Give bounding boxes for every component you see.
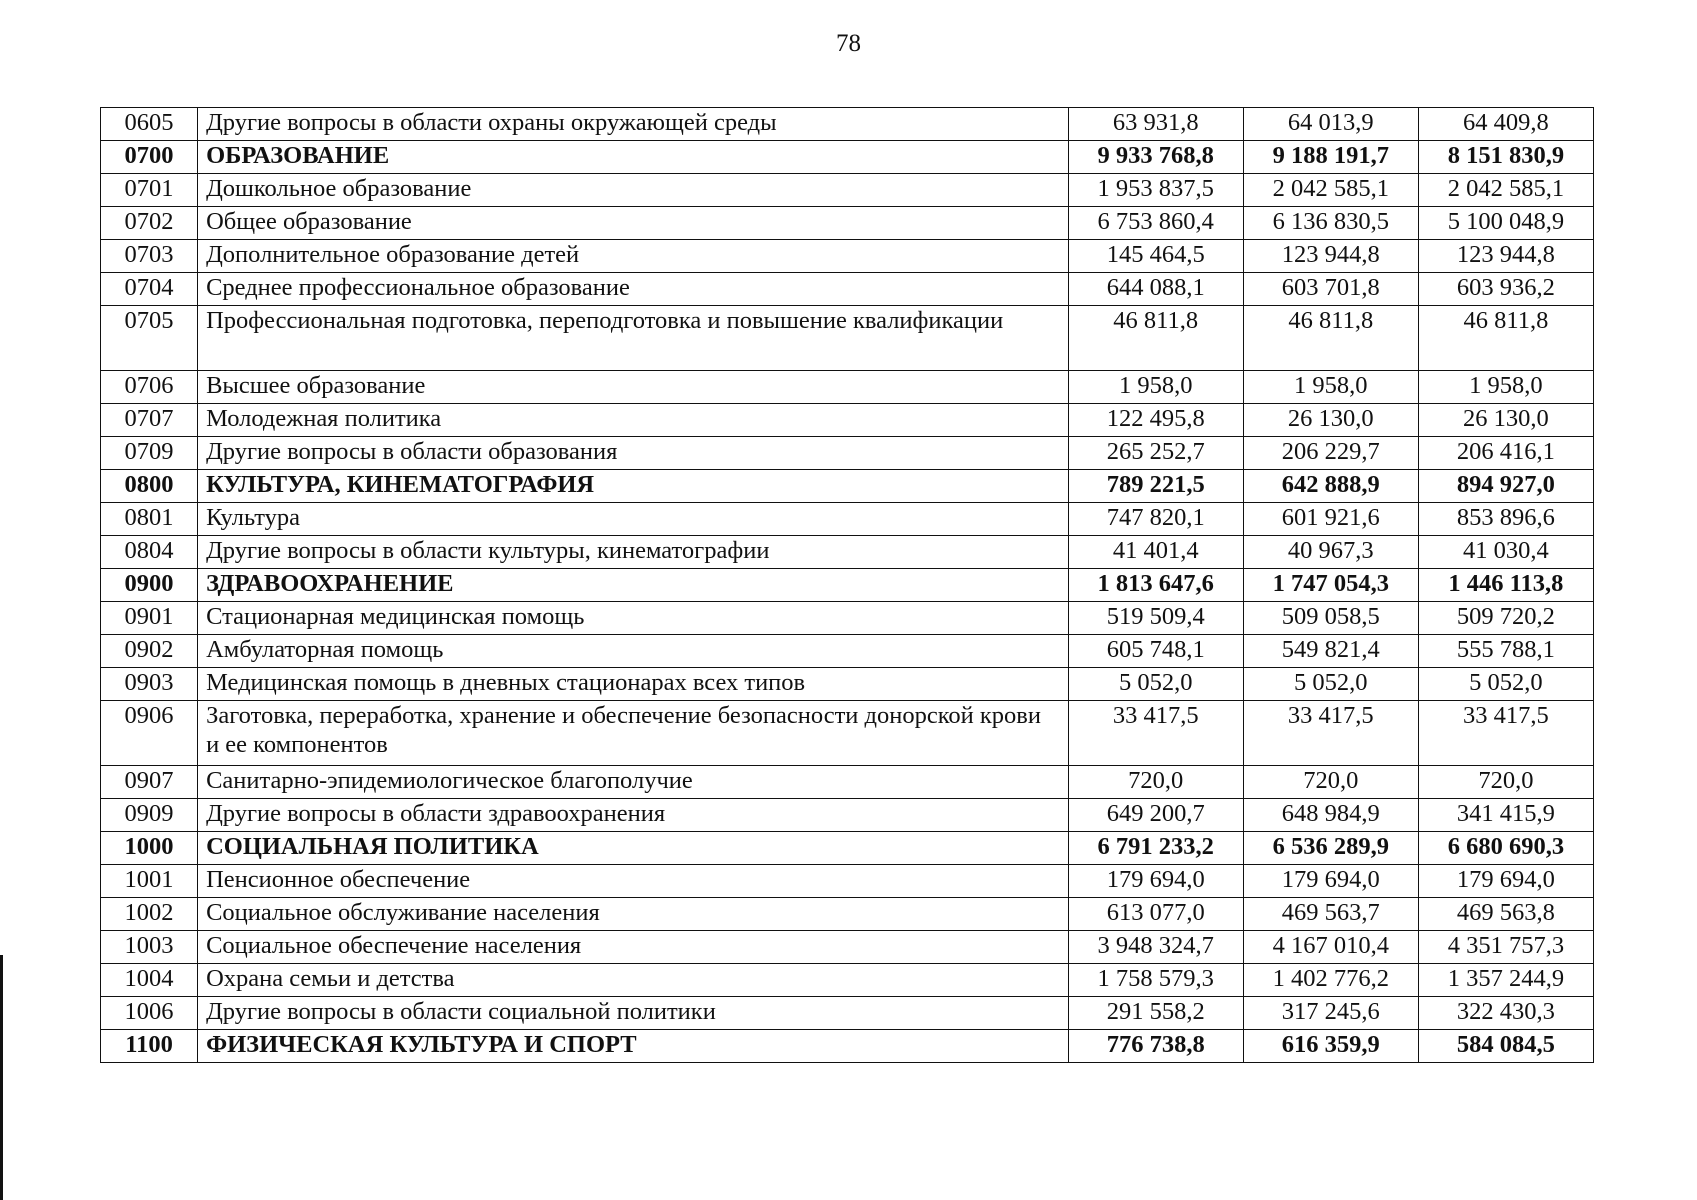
row-value-1: 6 753 860,4 — [1068, 207, 1243, 240]
row-code: 0909 — [101, 799, 198, 832]
row-name: Профессиональная подготовка, переподготовка и повышение квалификации — [198, 306, 1069, 371]
row-code: 0800 — [101, 470, 198, 503]
table-row — [101, 997, 1594, 1030]
row-value-1: 265 252,7 — [1068, 437, 1243, 470]
table-row — [101, 371, 1594, 404]
row-value-1: 3 948 324,7 — [1068, 931, 1243, 964]
row-name: Медицинская помощь в дневных стационарах всех типов — [198, 668, 1069, 701]
row-code: 1001 — [101, 865, 198, 898]
row-value-3: 26 130,0 — [1418, 404, 1593, 437]
table-row — [101, 701, 1594, 766]
row-value-1: 1 758 579,3 — [1068, 964, 1243, 997]
row-value-1: 122 495,8 — [1068, 404, 1243, 437]
row-code: 0700 — [101, 141, 198, 174]
table-row — [101, 898, 1594, 931]
row-code: 0707 — [101, 404, 198, 437]
row-code: 0900 — [101, 569, 198, 602]
row-value-1: 789 221,5 — [1068, 470, 1243, 503]
row-value-3: 322 430,3 — [1418, 997, 1593, 1030]
row-value-3: 341 415,9 — [1418, 799, 1593, 832]
row-value-3: 4 351 757,3 — [1418, 931, 1593, 964]
row-code: 1000 — [101, 832, 198, 865]
row-value-3: 64 409,8 — [1418, 108, 1593, 141]
row-name: Пенсионное обеспечение — [198, 865, 1069, 898]
row-value-2: 179 694,0 — [1243, 865, 1418, 898]
row-value-1: 179 694,0 — [1068, 865, 1243, 898]
row-name: КУЛЬТУРА, КИНЕМАТОГРАФИЯ — [198, 470, 1069, 503]
table-row — [101, 931, 1594, 964]
row-code: 0706 — [101, 371, 198, 404]
row-value-2: 123 944,8 — [1243, 240, 1418, 273]
table-row — [101, 273, 1594, 306]
row-value-1: 605 748,1 — [1068, 635, 1243, 668]
table-row — [101, 766, 1594, 799]
row-code: 0605 — [101, 108, 198, 141]
row-value-2: 616 359,9 — [1243, 1030, 1418, 1063]
row-value-1: 519 509,4 — [1068, 602, 1243, 635]
row-value-1: 747 820,1 — [1068, 503, 1243, 536]
row-code: 0901 — [101, 602, 198, 635]
row-code: 0907 — [101, 766, 198, 799]
row-value-3: 469 563,8 — [1418, 898, 1593, 931]
row-value-3: 1 958,0 — [1418, 371, 1593, 404]
row-name: ЗДРАВООХРАНЕНИЕ — [198, 569, 1069, 602]
row-name: Культура — [198, 503, 1069, 536]
row-value-2: 1 747 054,3 — [1243, 569, 1418, 602]
row-value-2: 549 821,4 — [1243, 635, 1418, 668]
row-value-1: 63 931,8 — [1068, 108, 1243, 141]
table-row — [101, 602, 1594, 635]
row-value-3: 853 896,6 — [1418, 503, 1593, 536]
row-value-1: 1 953 837,5 — [1068, 174, 1243, 207]
row-value-1: 613 077,0 — [1068, 898, 1243, 931]
row-code: 1006 — [101, 997, 198, 1030]
row-value-2: 46 811,8 — [1243, 306, 1418, 371]
row-value-3: 894 927,0 — [1418, 470, 1593, 503]
row-value-2: 720,0 — [1243, 766, 1418, 799]
row-name: Заготовка, переработка, хранение и обеспечение безопасности донорской крови и ее компонентов — [198, 701, 1069, 766]
row-value-2: 26 130,0 — [1243, 404, 1418, 437]
row-code: 1004 — [101, 964, 198, 997]
row-value-2: 1 958,0 — [1243, 371, 1418, 404]
row-value-3: 8 151 830,9 — [1418, 141, 1593, 174]
row-name: ФИЗИЧЕСКАЯ КУЛЬТУРА И СПОРТ — [198, 1030, 1069, 1063]
row-value-1: 1 813 647,6 — [1068, 569, 1243, 602]
row-value-1: 5 052,0 — [1068, 668, 1243, 701]
row-value-3: 46 811,8 — [1418, 306, 1593, 371]
row-name: Дошкольное образование — [198, 174, 1069, 207]
row-name: Социальное обслуживание населения — [198, 898, 1069, 931]
row-value-3: 720,0 — [1418, 766, 1593, 799]
row-value-1: 41 401,4 — [1068, 536, 1243, 569]
table-row — [101, 635, 1594, 668]
row-name: Санитарно-эпидемиологическое благополучие — [198, 766, 1069, 799]
row-value-2: 64 013,9 — [1243, 108, 1418, 141]
row-code: 0702 — [101, 207, 198, 240]
row-code: 0709 — [101, 437, 198, 470]
row-value-2: 40 967,3 — [1243, 536, 1418, 569]
section-row — [101, 1030, 1594, 1063]
row-name: СОЦИАЛЬНАЯ ПОЛИТИКА — [198, 832, 1069, 865]
row-value-1: 1 958,0 — [1068, 371, 1243, 404]
row-value-1: 9 933 768,8 — [1068, 141, 1243, 174]
table-row — [101, 174, 1594, 207]
row-code: 0903 — [101, 668, 198, 701]
row-value-2: 509 058,5 — [1243, 602, 1418, 635]
row-value-3: 6 680 690,3 — [1418, 832, 1593, 865]
section-row — [101, 470, 1594, 503]
row-value-2: 9 188 191,7 — [1243, 141, 1418, 174]
row-value-3: 509 720,2 — [1418, 602, 1593, 635]
row-code: 1003 — [101, 931, 198, 964]
row-value-2: 601 921,6 — [1243, 503, 1418, 536]
table-row — [101, 865, 1594, 898]
row-code: 0906 — [101, 701, 198, 766]
table-row — [101, 240, 1594, 273]
row-code: 1002 — [101, 898, 198, 931]
row-value-1: 644 088,1 — [1068, 273, 1243, 306]
row-value-3: 584 084,5 — [1418, 1030, 1593, 1063]
row-value-2: 642 888,9 — [1243, 470, 1418, 503]
row-code: 0902 — [101, 635, 198, 668]
row-value-3: 5 100 048,9 — [1418, 207, 1593, 240]
row-value-2: 33 417,5 — [1243, 701, 1418, 766]
row-value-2: 6 536 289,9 — [1243, 832, 1418, 865]
row-name: ОБРАЗОВАНИЕ — [198, 141, 1069, 174]
row-name: Другие вопросы в области образования — [198, 437, 1069, 470]
row-value-3: 2 042 585,1 — [1418, 174, 1593, 207]
row-name: Охрана семьи и детства — [198, 964, 1069, 997]
row-name: Общее образование — [198, 207, 1069, 240]
row-value-1: 720,0 — [1068, 766, 1243, 799]
row-value-1: 776 738,8 — [1068, 1030, 1243, 1063]
table-row — [101, 964, 1594, 997]
row-name: Дополнительное образование детей — [198, 240, 1069, 273]
table-row — [101, 668, 1594, 701]
table-row — [101, 503, 1594, 536]
row-value-2: 206 229,7 — [1243, 437, 1418, 470]
row-name: Высшее образование — [198, 371, 1069, 404]
row-name: Амбулаторная помощь — [198, 635, 1069, 668]
row-code: 0705 — [101, 306, 198, 371]
table-row — [101, 108, 1594, 141]
row-value-1: 33 417,5 — [1068, 701, 1243, 766]
row-value-2: 648 984,9 — [1243, 799, 1418, 832]
row-value-3: 33 417,5 — [1418, 701, 1593, 766]
row-value-3: 179 694,0 — [1418, 865, 1593, 898]
row-name: Другие вопросы в области охраны окружающей среды — [198, 108, 1069, 141]
row-code: 1100 — [101, 1030, 198, 1063]
row-value-2: 603 701,8 — [1243, 273, 1418, 306]
row-code: 0701 — [101, 174, 198, 207]
row-value-1: 291 558,2 — [1068, 997, 1243, 1030]
row-value-2: 6 136 830,5 — [1243, 207, 1418, 240]
table-row — [101, 536, 1594, 569]
row-code: 0804 — [101, 536, 198, 569]
row-value-1: 46 811,8 — [1068, 306, 1243, 371]
row-name: Социальное обеспечение населения — [198, 931, 1069, 964]
row-value-3: 1 357 244,9 — [1418, 964, 1593, 997]
row-value-3: 603 936,2 — [1418, 273, 1593, 306]
section-row — [101, 141, 1594, 174]
row-value-1: 145 464,5 — [1068, 240, 1243, 273]
row-code: 0704 — [101, 273, 198, 306]
table-row — [101, 799, 1594, 832]
row-name: Другие вопросы в области культуры, кинематографии — [198, 536, 1069, 569]
row-value-3: 206 416,1 — [1418, 437, 1593, 470]
budget-table-body — [101, 108, 1594, 1063]
row-value-2: 5 052,0 — [1243, 668, 1418, 701]
table-row — [101, 437, 1594, 470]
row-name: Среднее профессиональное образование — [198, 273, 1069, 306]
table-row — [101, 207, 1594, 240]
table-row — [101, 306, 1594, 371]
page-number: 78 — [836, 30, 861, 57]
row-value-3: 5 052,0 — [1418, 668, 1593, 701]
row-value-3: 555 788,1 — [1418, 635, 1593, 668]
row-value-2: 317 245,6 — [1243, 997, 1418, 1030]
row-value-2: 2 042 585,1 — [1243, 174, 1418, 207]
row-value-2: 469 563,7 — [1243, 898, 1418, 931]
scan-edge-mark — [0, 955, 3, 1200]
row-code: 0703 — [101, 240, 198, 273]
row-name: Стационарная медицинская помощь — [198, 602, 1069, 635]
row-value-3: 41 030,4 — [1418, 536, 1593, 569]
row-value-2: 1 402 776,2 — [1243, 964, 1418, 997]
row-name: Молодежная политика — [198, 404, 1069, 437]
row-value-2: 4 167 010,4 — [1243, 931, 1418, 964]
row-value-1: 6 791 233,2 — [1068, 832, 1243, 865]
row-value-3: 123 944,8 — [1418, 240, 1593, 273]
row-name: Другие вопросы в области социальной политики — [198, 997, 1069, 1030]
row-value-1: 649 200,7 — [1068, 799, 1243, 832]
row-name: Другие вопросы в области здравоохранения — [198, 799, 1069, 832]
row-code: 0801 — [101, 503, 198, 536]
table-row — [101, 404, 1594, 437]
section-row — [101, 832, 1594, 865]
row-value-3: 1 446 113,8 — [1418, 569, 1593, 602]
budget-table — [100, 107, 1594, 1063]
section-row — [101, 569, 1594, 602]
